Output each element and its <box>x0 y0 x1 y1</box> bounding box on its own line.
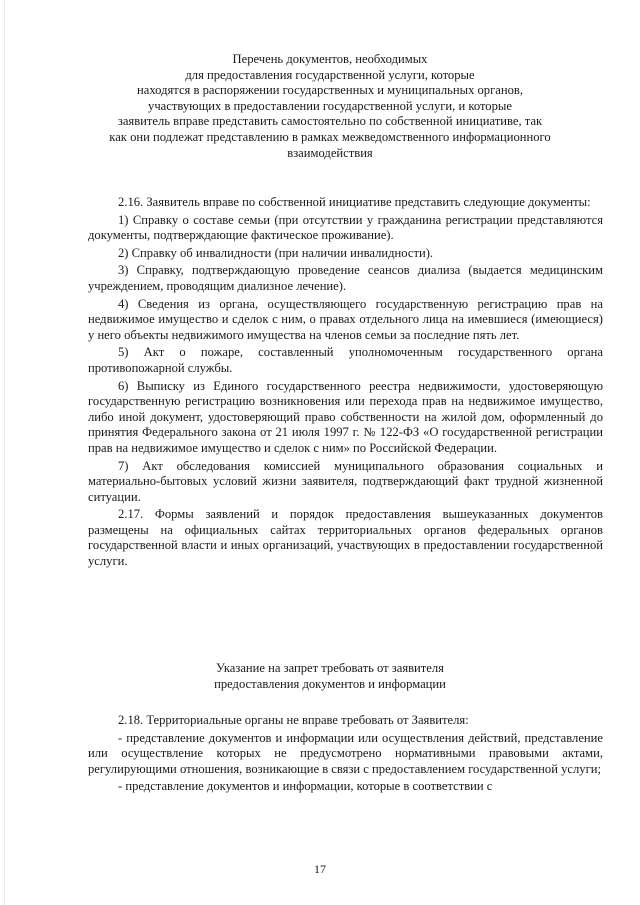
heading-line: как они подлежат представлению в рамках межведомственного информационного <box>109 129 551 144</box>
item-6-registry-extract: 6) Выписку из Единого государственного реестра недвижимости, удостоверяющую государственную регистрацию возникновения или перехода прав на недвижимое имущество, либо иной документ, удостоверяющий право собственности на жилой дом, оформленный до принятия Федерального закона от 21 июля 1997 г. № 122-ФЗ «О государственной регистрации прав на недвижимое имущество и сделок с ним» по Российской Федерации. <box>88 378 603 455</box>
prohibition-heading <box>60 661 600 692</box>
item-3-dialysis-certificate: 3) Справку, подтверждающую проведение сеансов диализа (выдается медицинским учреждением, проводящим диализное лечение). <box>88 263 603 293</box>
scan-edge-line <box>4 0 5 905</box>
item-5-fire-act: 5) Акт о пожаре, составленный уполномоченным государственного органа противопожарной службы. <box>88 345 603 375</box>
heading-line: предоставления документов и информации <box>214 676 446 691</box>
item-2-disability-certificate: 2) Справку об инвалидности (при наличии инвалидности). <box>118 245 434 260</box>
prohibition-item-1: - представление документов и информации или осуществления действий, представление или осуществление которых не предусмотрено нормативными правовыми актами, регулирующими отношения, возникающие в связи с предоставлением государственной услуги; <box>88 730 603 776</box>
paragraph-2-18: 2.18. Территориальные органы не вправе требовать от Заявителя: <box>118 713 469 727</box>
heading-line: Перечень документов, необходимых <box>232 52 428 66</box>
documents-list-heading <box>60 52 600 161</box>
heading-line: заявитель вправе представить самостоятельно по собственной инициативе, так <box>117 114 543 129</box>
prohibition-item-2: - представление документов и информации, которые в соответствии с <box>118 779 493 794</box>
section-2-16-2-17 <box>88 195 603 572</box>
item-4-property-rights: 4) Сведения из органа, осуществляющего государственную регистрацию прав на недвижимое имущество и сделок с ним, о правах отдельного лица на имевшиеся (имеющиеся) у него объекты недвижимого имущества на членов семьи за последние пять лет. <box>88 296 603 342</box>
heading-line: взаимодействия <box>287 145 373 160</box>
paragraph-2-16: 2.16. Заявитель вправе по собственной инициативе представить следующие документы: <box>118 195 591 209</box>
item-7-inspection-act: 7) Акт обследования комиссией муниципального образования социальных и материально-бытовых условий жизни заявителя, подтверждающий факт трудной жизненной ситуации. <box>88 458 603 504</box>
heading-line: для предоставления государственной услуги, которые <box>185 67 475 82</box>
page-number: 17 <box>314 862 326 876</box>
heading-line: находятся в распоряжении государственных и муниципальных органов, <box>137 83 523 98</box>
item-1-family-certificate: 1) Справку о составе семьи (при отсутствии у гражданина регистрации представляются документы, подтверждающие фактическое проживание). <box>88 212 603 243</box>
section-2-18 <box>88 713 603 797</box>
paragraph-2-17: 2.17. Формы заявлений и порядок предоставления вышеуказанных документов размещены на официальных сайтах территориальных органов федеральных органов государственной власти и иных организаций, участвующих в предоставлении государственной услуги. <box>88 507 603 569</box>
heading-line: Указание на запрет требовать от заявителя <box>216 661 444 675</box>
heading-line: участвующих в предоставлении государственной услуги, и которые <box>148 98 512 113</box>
